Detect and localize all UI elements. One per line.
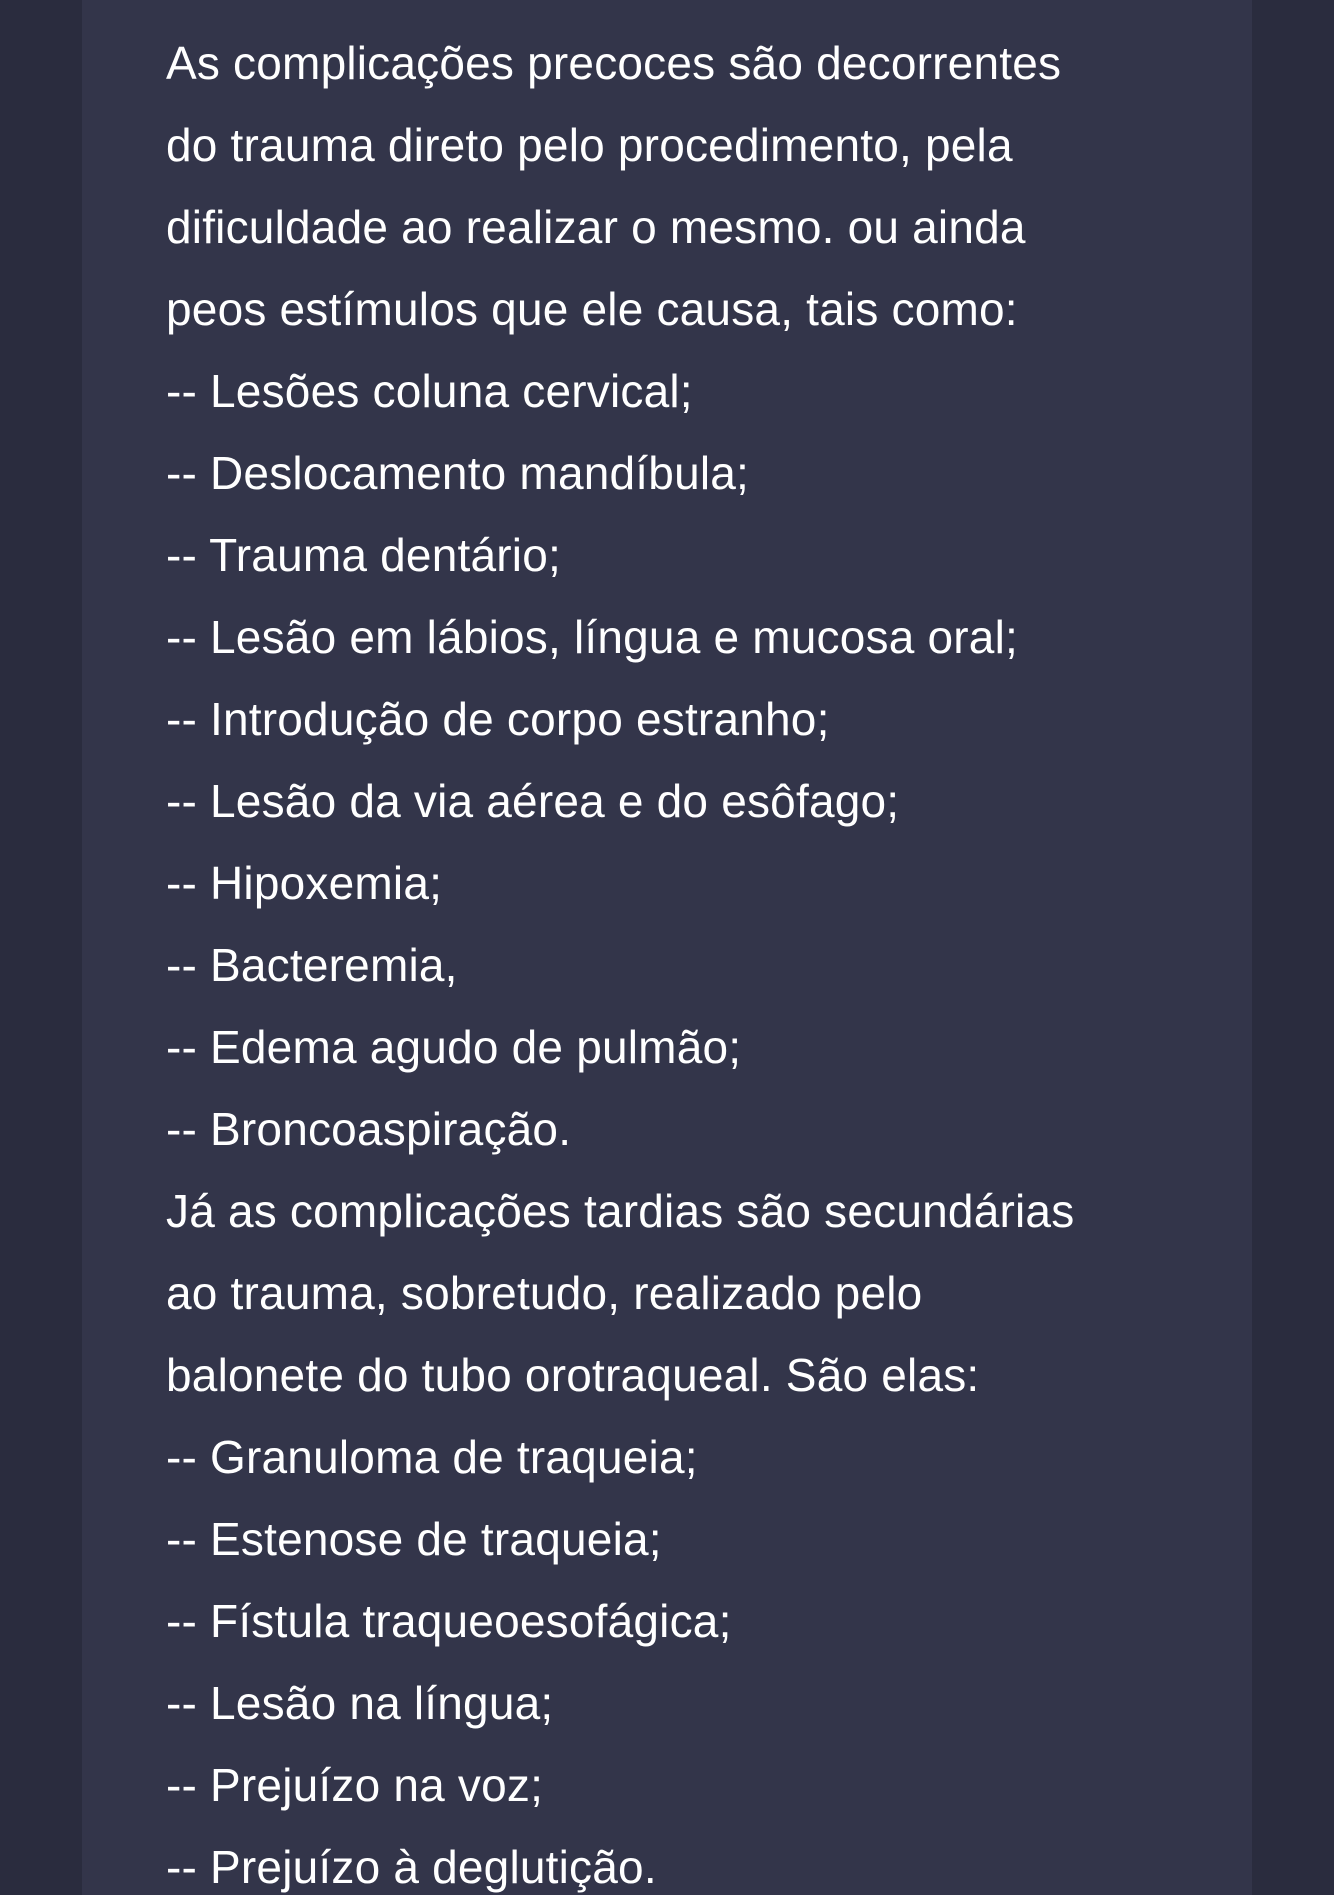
list-item: -- Lesão da via aérea e do esôfago; — [166, 775, 900, 827]
list-item: -- Broncoaspiração. — [166, 1103, 572, 1155]
message-text — [166, 22, 1266, 1895]
list-item: -- Granuloma de traqueia; — [166, 1431, 698, 1483]
text-line: dificuldade ao realizar o mesmo. ou ainda — [166, 201, 1026, 253]
list-item: -- Lesões coluna cervical; — [166, 365, 693, 417]
text-line: As complicações precoces são decorrentes — [166, 37, 1062, 89]
list-item: -- Introdução de corpo estranho; — [166, 693, 830, 745]
list-item: -- Hipoxemia; — [166, 857, 443, 909]
list-item: -- Deslocamento mandíbula; — [166, 447, 750, 499]
list-item: -- Lesão na língua; — [166, 1677, 554, 1729]
list-item: -- Edema agudo de pulmão; — [166, 1021, 742, 1073]
text-line: ao trauma, sobretudo, realizado pelo — [166, 1267, 923, 1319]
list-item: -- Lesão em lábios, língua e mucosa oral; — [166, 611, 1018, 663]
list-item: -- Fístula traqueoesofágica; — [166, 1595, 732, 1647]
text-line: peos estímulos que ele causa, tais como: — [166, 283, 1018, 335]
text-line: balonete do tubo orotraqueal. São elas: — [166, 1349, 980, 1401]
text-line: Já as complicações tardias são secundárias — [166, 1185, 1075, 1237]
list-item: -- Prejuízo à deglutição. — [166, 1841, 657, 1893]
list-item: -- Estenose de traqueia; — [166, 1513, 662, 1565]
list-item: -- Trauma dentário; — [166, 529, 561, 581]
list-item: -- Bacteremia, — [166, 939, 458, 991]
list-item: -- Prejuízo na voz; — [166, 1759, 544, 1811]
text-line: do trauma direto pelo procedimento, pela — [166, 119, 1013, 171]
